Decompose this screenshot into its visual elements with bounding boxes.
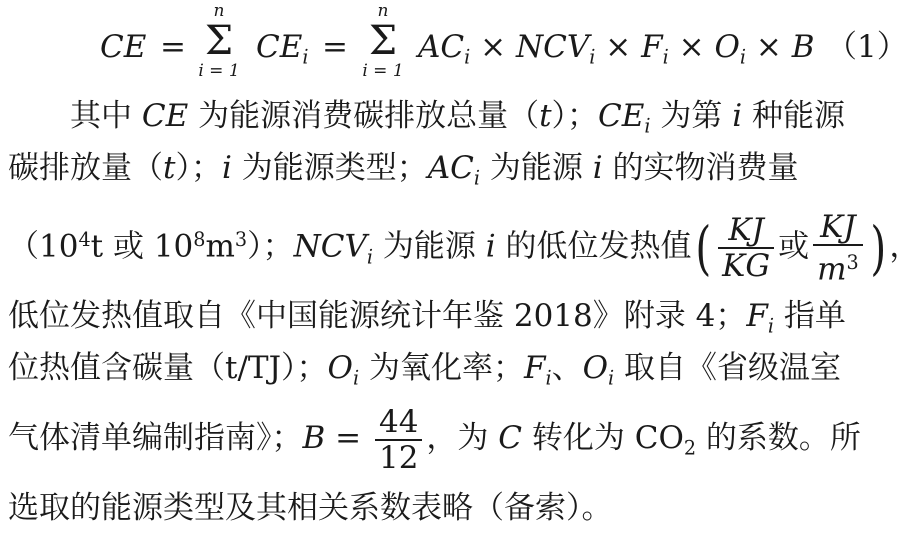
fraction-kj-m3: $\frac{KJ}{m^3}$ — [813, 210, 863, 287]
sum-1-upper: n — [213, 1, 225, 21]
equation-1 — [0, 0, 908, 96]
eq-equals-2: = — [322, 29, 348, 65]
sum-1-lower: i = 1 — [198, 61, 240, 81]
sum-2-upper: n — [377, 1, 389, 21]
eq-number: （1） — [826, 29, 908, 65]
sum-2-sigma: Σ — [368, 18, 398, 64]
fraction-44-12: $\frac{44}{12}$ — [375, 405, 422, 475]
para-line-2: 碳排放量（t）；i 为能源类型；$AC_i$ 为能源 i 的实物消费量 — [8, 150, 799, 190]
sum-1 — [194, 2, 244, 80]
eq-lhs: CE — [100, 29, 147, 65]
fraction-kj-kg: $\frac{KJ}{KG}$ — [718, 213, 774, 283]
sum-2-lower: i = 1 — [362, 61, 404, 81]
close-paren: ) — [870, 214, 886, 283]
eq-rhs: $AC_i \times NCV_i \times F_i \times O_i \times B$ — [418, 29, 815, 69]
open-paren: ( — [694, 214, 711, 283]
sum-1-sigma: Σ — [204, 18, 234, 64]
para-line-6: 气体清单编制指南》；B = $\frac{44}{12}$ ，为 C 转化为 $CO_2$ 的系数。所 — [8, 403, 861, 476]
para-line-5: 位热值含碳量（t/TJ）；$O_i$ 为氧化率；$F_i$、$O_i$ 取自《省级温室 — [8, 350, 842, 390]
para-line-4: 低位发热值取自《中国能源统计年鉴 2018》附录 4；$F_i$ 指单 — [8, 298, 846, 338]
eq-equals-1: = — [160, 29, 186, 65]
para-line-1: 其中 CE 为能源消费碳排放总量（t）；$CE_i$ 为第 i 种能源 — [70, 98, 846, 138]
sum-2 — [358, 2, 408, 80]
para-line-3: （$10^4t$ 或 $10^8m^3$）；$NCV_i$ 为能源 i 的低位发热值( $\frac{KJ}{KG}$ 或 $\frac{KJ}{m^3}$ ) ， — [8, 208, 920, 288]
eq-term1: $CE_i$ — [256, 29, 309, 69]
para-line-7: 选取的能源类型及其相关系数表略（备索）。 — [8, 490, 613, 526]
